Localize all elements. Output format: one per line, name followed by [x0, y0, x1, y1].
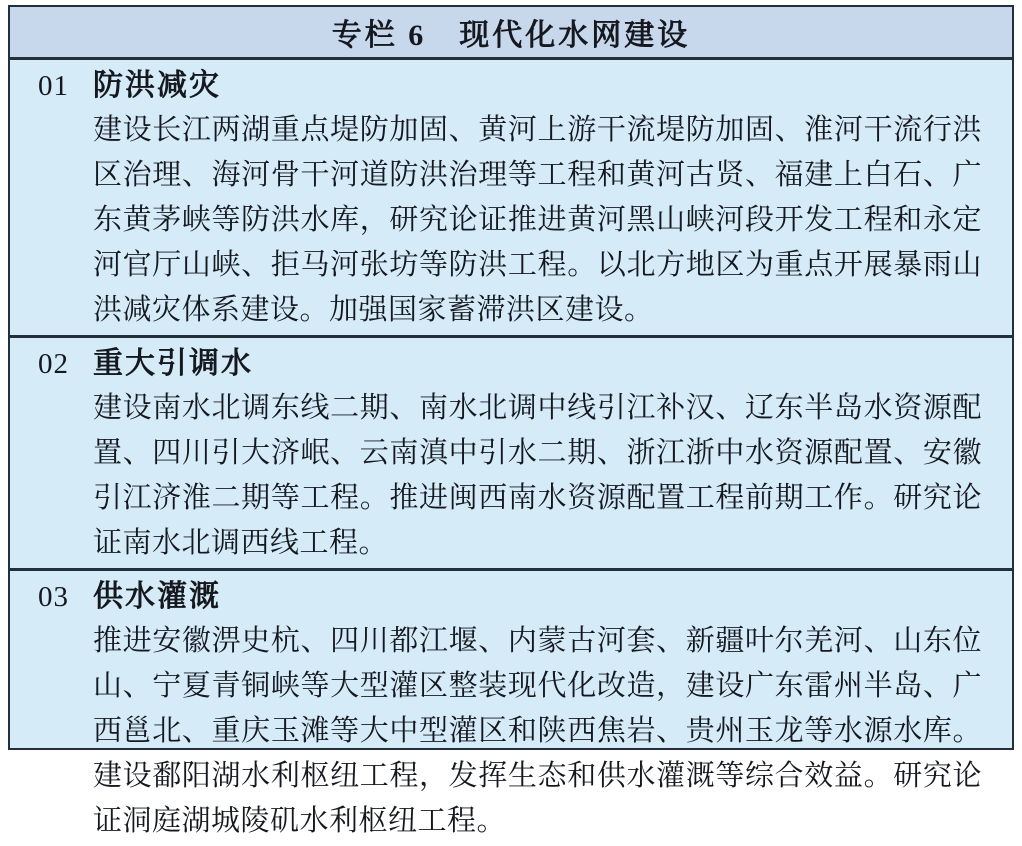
section-water-supply-irrigation	[10, 568, 1012, 846]
section-title: 防洪减灾	[93, 69, 221, 102]
section-title: 重大引调水	[93, 347, 253, 380]
section-body-text: 推进安徽淠史杭、四川都江堰、内蒙古河套、新疆叶尔羌河、山东位山、宁夏青铜峡等大型灌区整装现代化改造，建设广东雷州半岛、广西邕北、重庆玉滩等大中型灌区和陕西焦岩、贵州玉龙等水源水库。建设鄱阳湖水利枢纽工程，发挥生态和供水灌溉等综合效益。研究论证洞庭湖城陵矶水利枢纽工程。	[93, 625, 982, 837]
section-heading	[38, 64, 984, 108]
section-list	[10, 60, 1012, 846]
section-body-text: 建设南水北调东线二期、南水北调中线引江补汉、辽东半岛水资源配置、四川引大济岷、云南滇中引水二期、浙江浙中水资源配置、安徽引江济淮二期等工程。推进闽西南水资源配置工程前期工作。研究论证南水北调西线工程。	[93, 392, 982, 559]
section-water-diversion	[10, 335, 1012, 568]
feature-box-title: 专栏 6 现代化水网建设	[331, 19, 691, 52]
feature-box-header	[10, 7, 1012, 60]
feature-box	[8, 5, 1014, 837]
section-heading	[38, 575, 984, 619]
section-number: 02	[38, 348, 69, 380]
section-title: 供水灌溉	[93, 580, 221, 613]
section-body-text: 建设长江两湖重点堤防加固、黄河上游干流堤防加固、淮河干流行洪区治理、海河骨干河道防洪治理等工程和黄河古贤、福建上白石、广东黄茅峡等防洪水库，研究论证推进黄河黑山峡河段开发工程和永定河官厅山峡、拒马河张坊等防洪工程。以北方地区为重点开展暴雨山洪减灾体系建设。加强国家蓄滞洪区建设。	[93, 114, 982, 326]
section-number: 03	[38, 581, 69, 613]
section-heading	[38, 342, 984, 386]
section-number: 01	[38, 70, 69, 102]
section-flood-control	[10, 60, 1012, 335]
